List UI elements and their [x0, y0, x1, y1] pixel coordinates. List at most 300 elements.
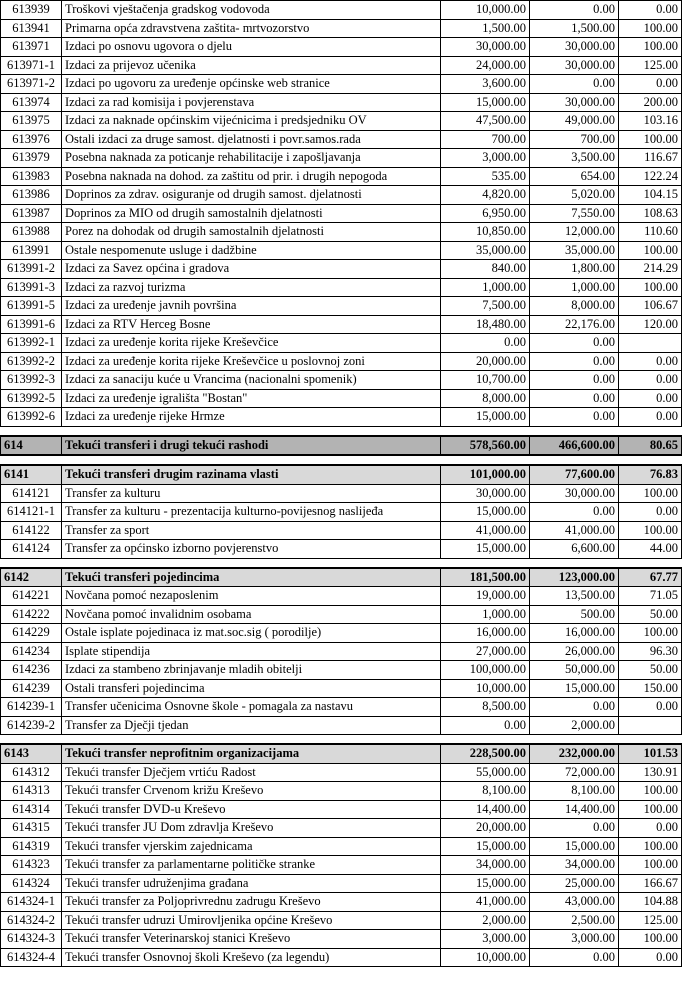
account-name: Isplate stipendija: [62, 642, 441, 661]
account-code: 614234: [1, 642, 62, 661]
table-row: [1, 260, 682, 279]
planned-amount: 1,000.00: [441, 278, 530, 297]
table-row: [1, 484, 682, 503]
execution-index: 50.00: [619, 605, 682, 624]
table-row: [1, 819, 682, 838]
account-code: 614323: [1, 856, 62, 875]
table-row: [1, 167, 682, 186]
planned-amount: 700.00: [441, 130, 530, 149]
planned-amount: 47,500.00: [441, 112, 530, 131]
planned-amount: 10,000.00: [441, 948, 530, 967]
table-row: [1, 642, 682, 661]
table-row: [1, 241, 682, 260]
section-spacer: [1, 735, 682, 745]
account-name: Tekući transferi pojedincima: [62, 568, 441, 587]
table-row: [1, 624, 682, 643]
account-code: 614313: [1, 782, 62, 801]
executed-amount: 2,000.00: [530, 716, 619, 735]
executed-amount: 30,000.00: [530, 56, 619, 75]
execution-index: 100.00: [619, 521, 682, 540]
account-name: Tekući transfer Crvenom križu Kreševo: [62, 782, 441, 801]
planned-amount: 27,000.00: [441, 642, 530, 661]
execution-index: 100.00: [619, 484, 682, 503]
planned-amount: 228,500.00: [441, 744, 530, 763]
executed-amount: 15,000.00: [530, 837, 619, 856]
executed-amount: 30,000.00: [530, 38, 619, 57]
account-name: Izdaci za prijevoz učenika: [62, 56, 441, 75]
execution-index: 125.00: [619, 56, 682, 75]
execution-index: 100.00: [619, 856, 682, 875]
planned-amount: 0.00: [441, 716, 530, 735]
planned-amount: 20,000.00: [441, 352, 530, 371]
executed-amount: 1,000.00: [530, 278, 619, 297]
table-row: [1, 204, 682, 223]
table-row: [1, 605, 682, 624]
executed-amount: 0.00: [530, 1, 619, 20]
table-row: [1, 763, 682, 782]
account-code: 613974: [1, 93, 62, 112]
executed-amount: 43,000.00: [530, 893, 619, 912]
execution-index: 108.63: [619, 204, 682, 223]
planned-amount: 10,000.00: [441, 679, 530, 698]
executed-amount: 26,000.00: [530, 642, 619, 661]
table-row: [1, 38, 682, 57]
account-name: Porez na dohodak od drugih samostalnih djelatnosti: [62, 223, 441, 242]
execution-index: 100.00: [619, 278, 682, 297]
account-name: Primarna opća zdravstvena zaštita- mrtvozorstvo: [62, 19, 441, 38]
account-code: 613991-6: [1, 315, 62, 334]
account-name: Transfer učenicima Osnovne škole - pomagala za nastavu: [62, 698, 441, 717]
table-row: [1, 315, 682, 334]
planned-amount: 100,000.00: [441, 661, 530, 680]
executed-amount: 13,500.00: [530, 587, 619, 606]
account-code: 614314: [1, 800, 62, 819]
account-code: 613992-3: [1, 371, 62, 390]
table-row: [1, 716, 682, 735]
planned-amount: 15,000.00: [441, 93, 530, 112]
executed-amount: 3,500.00: [530, 149, 619, 168]
planned-amount: 181,500.00: [441, 568, 530, 587]
account-code: 6143: [1, 744, 62, 763]
planned-amount: 15,000.00: [441, 503, 530, 522]
planned-amount: 10,700.00: [441, 371, 530, 390]
table-row: [1, 893, 682, 912]
account-code: 613979: [1, 149, 62, 168]
account-code: 613971: [1, 38, 62, 57]
executed-amount: 34,000.00: [530, 856, 619, 875]
budget-rows: [1, 1, 682, 967]
execution-index: 150.00: [619, 679, 682, 698]
planned-amount: 1,500.00: [441, 19, 530, 38]
executed-amount: 77,600.00: [530, 465, 619, 484]
executed-amount: 0.00: [530, 503, 619, 522]
execution-index: 100.00: [619, 624, 682, 643]
executed-amount: 123,000.00: [530, 568, 619, 587]
planned-amount: 35,000.00: [441, 241, 530, 260]
table-row: [1, 503, 682, 522]
account-name: Tekući transfer neprofitnim organizacijama: [62, 744, 441, 763]
executed-amount: 15,000.00: [530, 679, 619, 698]
account-code: 613991-5: [1, 297, 62, 316]
account-name: Izdaci po osnovu ugovora o djelu: [62, 38, 441, 57]
account-code: 614324-1: [1, 893, 62, 912]
account-name: Transfer za sport: [62, 521, 441, 540]
executed-amount: 1,500.00: [530, 19, 619, 38]
table-row: [1, 19, 682, 38]
account-code: 613992-2: [1, 352, 62, 371]
table-row: [1, 56, 682, 75]
planned-amount: 19,000.00: [441, 587, 530, 606]
planned-amount: 24,000.00: [441, 56, 530, 75]
planned-amount: 3,600.00: [441, 75, 530, 94]
account-code: 614315: [1, 819, 62, 838]
spacer-cell: [1, 735, 682, 745]
group-row: [1, 744, 682, 763]
planned-amount: 41,000.00: [441, 893, 530, 912]
planned-amount: 7,500.00: [441, 297, 530, 316]
execution-index: 0.00: [619, 408, 682, 427]
account-code: 613941: [1, 19, 62, 38]
executed-amount: 654.00: [530, 167, 619, 186]
account-name: Transfer za kulturu: [62, 484, 441, 503]
spacer-cell: [1, 426, 682, 436]
planned-amount: 535.00: [441, 167, 530, 186]
account-name: Tekući transfer udruženjima građana: [62, 874, 441, 893]
account-name: Izdaci za uređenje rijeke Hrmze: [62, 408, 441, 427]
planned-amount: 30,000.00: [441, 484, 530, 503]
planned-amount: 34,000.00: [441, 856, 530, 875]
table-row: [1, 186, 682, 205]
execution-index: 0.00: [619, 503, 682, 522]
executed-amount: 41,000.00: [530, 521, 619, 540]
account-name: Tekući transfer udruzi Umirovljenika općine Kreševo: [62, 911, 441, 930]
execution-index: 100.00: [619, 782, 682, 801]
account-code: 614221: [1, 587, 62, 606]
table-row: [1, 679, 682, 698]
executed-amount: 0.00: [530, 408, 619, 427]
account-code: 614324: [1, 874, 62, 893]
execution-index: 71.05: [619, 587, 682, 606]
planned-amount: 0.00: [441, 334, 530, 353]
account-code: 614122: [1, 521, 62, 540]
table-row: [1, 587, 682, 606]
planned-amount: 8,100.00: [441, 782, 530, 801]
execution-index: 80.65: [619, 436, 682, 456]
account-name: Tekući transfer DVD-u Kreševo: [62, 800, 441, 819]
account-name: Izdaci za Savez općina i gradova: [62, 260, 441, 279]
account-code: 614124: [1, 540, 62, 559]
account-code: 614121: [1, 484, 62, 503]
executed-amount: 232,000.00: [530, 744, 619, 763]
executed-amount: 50,000.00: [530, 661, 619, 680]
executed-amount: 0.00: [530, 352, 619, 371]
account-code: 613975: [1, 112, 62, 131]
planned-amount: 41,000.00: [441, 521, 530, 540]
table-row: [1, 93, 682, 112]
executed-amount: 0.00: [530, 698, 619, 717]
executed-amount: 0.00: [530, 389, 619, 408]
executed-amount: 49,000.00: [530, 112, 619, 131]
execution-index: 100.00: [619, 241, 682, 260]
execution-index: 120.00: [619, 315, 682, 334]
execution-index: 0.00: [619, 948, 682, 967]
table-row: [1, 75, 682, 94]
execution-index: 104.88: [619, 893, 682, 912]
table-row: [1, 371, 682, 390]
executed-amount: 466,600.00: [530, 436, 619, 456]
table-row: [1, 521, 682, 540]
table-row: [1, 334, 682, 353]
execution-index: 104.15: [619, 186, 682, 205]
executed-amount: 72,000.00: [530, 763, 619, 782]
executed-amount: 7,550.00: [530, 204, 619, 223]
execution-index: 0.00: [619, 352, 682, 371]
account-code: 614222: [1, 605, 62, 624]
planned-amount: 578,560.00: [441, 436, 530, 456]
executed-amount: 16,000.00: [530, 624, 619, 643]
planned-amount: 55,000.00: [441, 763, 530, 782]
account-code: 614239: [1, 679, 62, 698]
table-row: [1, 278, 682, 297]
account-name: Posebna naknada za poticanje rehabilitacije i zapošljavanja: [62, 149, 441, 168]
execution-index: 125.00: [619, 911, 682, 930]
executed-amount: 700.00: [530, 130, 619, 149]
account-name: Izdaci za uređenje javnih površina: [62, 297, 441, 316]
table-row: [1, 1, 682, 20]
planned-amount: 10,850.00: [441, 223, 530, 242]
execution-index: 0.00: [619, 389, 682, 408]
execution-index: 100.00: [619, 930, 682, 949]
execution-index: 50.00: [619, 661, 682, 680]
table-row: [1, 930, 682, 949]
planned-amount: 15,000.00: [441, 874, 530, 893]
executed-amount: 8,000.00: [530, 297, 619, 316]
execution-index: 106.67: [619, 297, 682, 316]
table-row: [1, 661, 682, 680]
account-name: Tekući transfer Veterinarskoj stanici Kreševo: [62, 930, 441, 949]
account-name: Troškovi vještačenja gradskog vodovoda: [62, 1, 441, 20]
account-name: Izdaci za uređenje korita rijeke Kreševčice: [62, 334, 441, 353]
account-code: 614324-2: [1, 911, 62, 930]
account-name: Izdaci za rad komisija i povjerenstava: [62, 93, 441, 112]
execution-index: 100.00: [619, 38, 682, 57]
account-code: 614324-4: [1, 948, 62, 967]
table-row: [1, 800, 682, 819]
executed-amount: 12,000.00: [530, 223, 619, 242]
planned-amount: 15,000.00: [441, 837, 530, 856]
executed-amount: 3,000.00: [530, 930, 619, 949]
group-row: [1, 568, 682, 587]
executed-amount: 0.00: [530, 75, 619, 94]
execution-index: 44.00: [619, 540, 682, 559]
account-name: Izdaci za stambeno zbrinjavanje mladih obitelji: [62, 661, 441, 680]
account-name: Ostale isplate pojedinaca iz mat.soc.sig ( porodilje): [62, 624, 441, 643]
account-name: Tekući transfer Dječjem vrtiću Radost: [62, 763, 441, 782]
account-code: 613939: [1, 1, 62, 20]
planned-amount: 14,400.00: [441, 800, 530, 819]
table-row: [1, 856, 682, 875]
account-name: Transfer za kulturu - prezentacija kulturno-povijesnog naslijeđa: [62, 503, 441, 522]
table-row: [1, 389, 682, 408]
account-name: Doprinos za MIO od drugih samostalnih djelatnosti: [62, 204, 441, 223]
account-name: Novčana pomoć nezaposlenim: [62, 587, 441, 606]
executed-amount: 6,600.00: [530, 540, 619, 559]
table-row: [1, 698, 682, 717]
planned-amount: 1,000.00: [441, 605, 530, 624]
planned-amount: 15,000.00: [441, 540, 530, 559]
account-code: 614239-2: [1, 716, 62, 735]
executed-amount: 14,400.00: [530, 800, 619, 819]
account-name: Tekući transfer za Poljoprivrednu zadrugu Kreševo: [62, 893, 441, 912]
execution-index: 100.00: [619, 837, 682, 856]
planned-amount: 18,480.00: [441, 315, 530, 334]
account-code: 6141: [1, 465, 62, 484]
account-name: Izdaci po ugovoru za uređenje općinske web stranice: [62, 75, 441, 94]
account-name: Izdaci za sanaciju kuće u Vrancima (nacionalni spomenik): [62, 371, 441, 390]
account-code: 614229: [1, 624, 62, 643]
account-code: 614: [1, 436, 62, 456]
account-name: Transfer za Dječji tjedan: [62, 716, 441, 735]
planned-amount: 8,000.00: [441, 389, 530, 408]
account-name: Izdaci za naknade općinskim vijećnicima i predsjedniku OV: [62, 112, 441, 131]
planned-amount: 4,820.00: [441, 186, 530, 205]
account-name: Tekući transferi drugim razinama vlasti: [62, 465, 441, 484]
group-row: [1, 465, 682, 484]
section-spacer: [1, 558, 682, 568]
executed-amount: 35,000.00: [530, 241, 619, 260]
execution-index: 200.00: [619, 93, 682, 112]
executed-amount: 0.00: [530, 334, 619, 353]
account-code: 613992-5: [1, 389, 62, 408]
table-row: [1, 948, 682, 967]
execution-index: 103.16: [619, 112, 682, 131]
execution-index: 110.60: [619, 223, 682, 242]
planned-amount: 16,000.00: [441, 624, 530, 643]
account-name: Novčana pomoć invalidnim osobama: [62, 605, 441, 624]
execution-index: [619, 716, 682, 735]
total-row: [1, 436, 682, 456]
account-name: Izdaci za uređenje igrališta "Bostan": [62, 389, 441, 408]
executed-amount: 22,176.00: [530, 315, 619, 334]
account-code: 613992-1: [1, 334, 62, 353]
account-code: 613991: [1, 241, 62, 260]
account-code: 614236: [1, 661, 62, 680]
executed-amount: 0.00: [530, 371, 619, 390]
account-code: 6142: [1, 568, 62, 587]
planned-amount: 15,000.00: [441, 408, 530, 427]
account-code: 613971-1: [1, 56, 62, 75]
table-row: [1, 408, 682, 427]
planned-amount: 2,000.00: [441, 911, 530, 930]
executed-amount: 1,800.00: [530, 260, 619, 279]
planned-amount: 20,000.00: [441, 819, 530, 838]
account-name: Transfer za općinsko izborno povjerenstvo: [62, 540, 441, 559]
table-row: [1, 540, 682, 559]
executed-amount: 8,100.00: [530, 782, 619, 801]
execution-index: 0.00: [619, 75, 682, 94]
planned-amount: 6,950.00: [441, 204, 530, 223]
table-row: [1, 130, 682, 149]
planned-amount: 8,500.00: [441, 698, 530, 717]
account-name: Doprinos za zdrav. osiguranje od drugih samost. djelatnosti: [62, 186, 441, 205]
account-code: 614121-1: [1, 503, 62, 522]
table-row: [1, 911, 682, 930]
account-name: Ostali transferi pojedincima: [62, 679, 441, 698]
table-row: [1, 837, 682, 856]
execution-index: 130.91: [619, 763, 682, 782]
table-row: [1, 112, 682, 131]
execution-index: 101.53: [619, 744, 682, 763]
execution-index: 100.00: [619, 130, 682, 149]
planned-amount: 840.00: [441, 260, 530, 279]
spacer-cell: [1, 558, 682, 568]
execution-index: 76.83: [619, 465, 682, 484]
execution-index: 67.77: [619, 568, 682, 587]
account-name: Izdaci za RTV Herceg Bosne: [62, 315, 441, 334]
executed-amount: 30,000.00: [530, 93, 619, 112]
executed-amount: 5,020.00: [530, 186, 619, 205]
account-name: Izdaci za razvoj turizma: [62, 278, 441, 297]
execution-index: 100.00: [619, 19, 682, 38]
table-row: [1, 874, 682, 893]
account-name: Izdaci za uređenje korita rijeke Kreševčice u poslovnoj zoni: [62, 352, 441, 371]
account-code: 614239-1: [1, 698, 62, 717]
executed-amount: 25,000.00: [530, 874, 619, 893]
account-code: 613988: [1, 223, 62, 242]
execution-index: 214.29: [619, 260, 682, 279]
account-name: Tekući transfer Osnovnoj školi Kreševo (za legendu): [62, 948, 441, 967]
executed-amount: 0.00: [530, 819, 619, 838]
account-name: Tekući transferi i drugi tekući rashodi: [62, 436, 441, 456]
account-name: Tekući transfer za parlamentarne političke stranke: [62, 856, 441, 875]
section-spacer: [1, 426, 682, 436]
executed-amount: 2,500.00: [530, 911, 619, 930]
account-code: 613971-2: [1, 75, 62, 94]
account-name: Tekući transfer JU Dom zdravlja Kreševo: [62, 819, 441, 838]
planned-amount: 30,000.00: [441, 38, 530, 57]
execution-index: 100.00: [619, 800, 682, 819]
account-name: Tekući transfer vjerskim zajednicama: [62, 837, 441, 856]
table-row: [1, 223, 682, 242]
planned-amount: 3,000.00: [441, 930, 530, 949]
executed-amount: 500.00: [530, 605, 619, 624]
execution-index: 0.00: [619, 819, 682, 838]
execution-index: 0.00: [619, 1, 682, 20]
table-row: [1, 149, 682, 168]
table-row: [1, 782, 682, 801]
account-code: 613976: [1, 130, 62, 149]
execution-index: [619, 334, 682, 353]
executed-amount: 30,000.00: [530, 484, 619, 503]
section-spacer: [1, 455, 682, 465]
account-code: 614324-3: [1, 930, 62, 949]
executed-amount: 0.00: [530, 948, 619, 967]
execution-index: 0.00: [619, 698, 682, 717]
account-code: 613992-6: [1, 408, 62, 427]
table-row: [1, 352, 682, 371]
account-name: Ostale nespomenute usluge i dadžbine: [62, 241, 441, 260]
planned-amount: 3,000.00: [441, 149, 530, 168]
execution-index: 116.67: [619, 149, 682, 168]
account-name: Ostali izdaci za druge samost. djelatnosti i povr.samos.rada: [62, 130, 441, 149]
account-name: Posebna naknada na dohod. za zaštitu od prir. i drugih nepogoda: [62, 167, 441, 186]
spacer-cell: [1, 455, 682, 465]
execution-index: 122.24: [619, 167, 682, 186]
table-row: [1, 297, 682, 316]
account-code: 613991-3: [1, 278, 62, 297]
execution-index: 166.67: [619, 874, 682, 893]
account-code: 613983: [1, 167, 62, 186]
